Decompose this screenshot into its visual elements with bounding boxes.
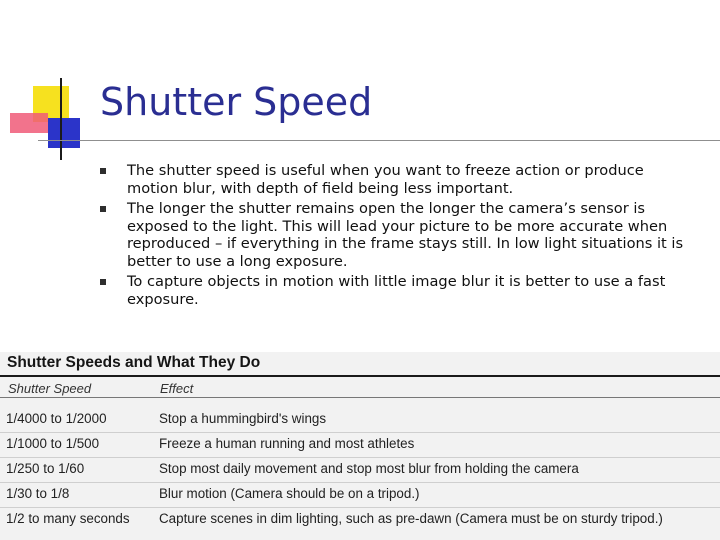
bullet-item bbox=[96, 162, 696, 197]
bullet-item bbox=[96, 273, 696, 308]
bullet-square-icon bbox=[100, 206, 106, 212]
bullet-item bbox=[96, 200, 696, 270]
logo-red-bar bbox=[10, 113, 48, 133]
effect-cell: Stop a hummingbird's wings bbox=[159, 411, 327, 426]
speed-cell: 1/30 to 1/8 bbox=[6, 486, 70, 501]
table-row bbox=[0, 407, 720, 433]
shutter-speed-table bbox=[0, 352, 720, 540]
logo-blue-square bbox=[48, 118, 80, 148]
table-row bbox=[0, 482, 720, 508]
logo-vertical-line bbox=[60, 78, 62, 160]
table-row bbox=[0, 432, 720, 458]
bullet-text: The longer the shutter remains open the longer the camera’s sensor is exposed to the light. This will lead your picture to be more accurate when reproduced – if everything in the frame stays still. In low light situations it is better to use a long exposure. bbox=[127, 200, 684, 270]
column-header-shutter-speed: Shutter Speed bbox=[8, 381, 92, 396]
speed-cell: 1/2 to many seconds bbox=[6, 511, 130, 526]
effect-cell: Freeze a human running and most athletes bbox=[159, 436, 415, 451]
bullet-square-icon bbox=[100, 168, 106, 174]
column-header-effect: Effect bbox=[160, 381, 194, 396]
table-header-rule bbox=[0, 397, 720, 398]
bullet-text: To capture objects in motion with little image blur it is better to use a fast exposure. bbox=[127, 273, 666, 308]
bullet-square-icon bbox=[100, 279, 106, 285]
table-top-rule bbox=[0, 375, 720, 377]
effect-cell: Stop most daily movement and stop most blur from holding the camera bbox=[159, 461, 579, 476]
table-row bbox=[0, 507, 720, 532]
effect-cell: Capture scenes in dim lighting, such as pre-dawn (Camera must be on sturdy tripod.) bbox=[159, 511, 663, 526]
speed-cell: 1/1000 to 1/500 bbox=[6, 436, 100, 451]
bullet-list bbox=[96, 162, 696, 311]
bullet-text: The shutter speed is useful when you want to freeze action or produce motion blur, with depth of field being less important. bbox=[127, 162, 644, 197]
slide-title: Shutter Speed bbox=[100, 80, 373, 124]
title-divider bbox=[38, 140, 720, 141]
table-row bbox=[0, 457, 720, 483]
table-heading: Shutter Speeds and What They Do bbox=[7, 354, 261, 371]
speed-cell: 1/4000 to 1/2000 bbox=[6, 411, 107, 426]
effect-cell: Blur motion (Camera should be on a tripod.) bbox=[159, 486, 420, 501]
speed-cell: 1/250 to 1/60 bbox=[6, 461, 85, 476]
